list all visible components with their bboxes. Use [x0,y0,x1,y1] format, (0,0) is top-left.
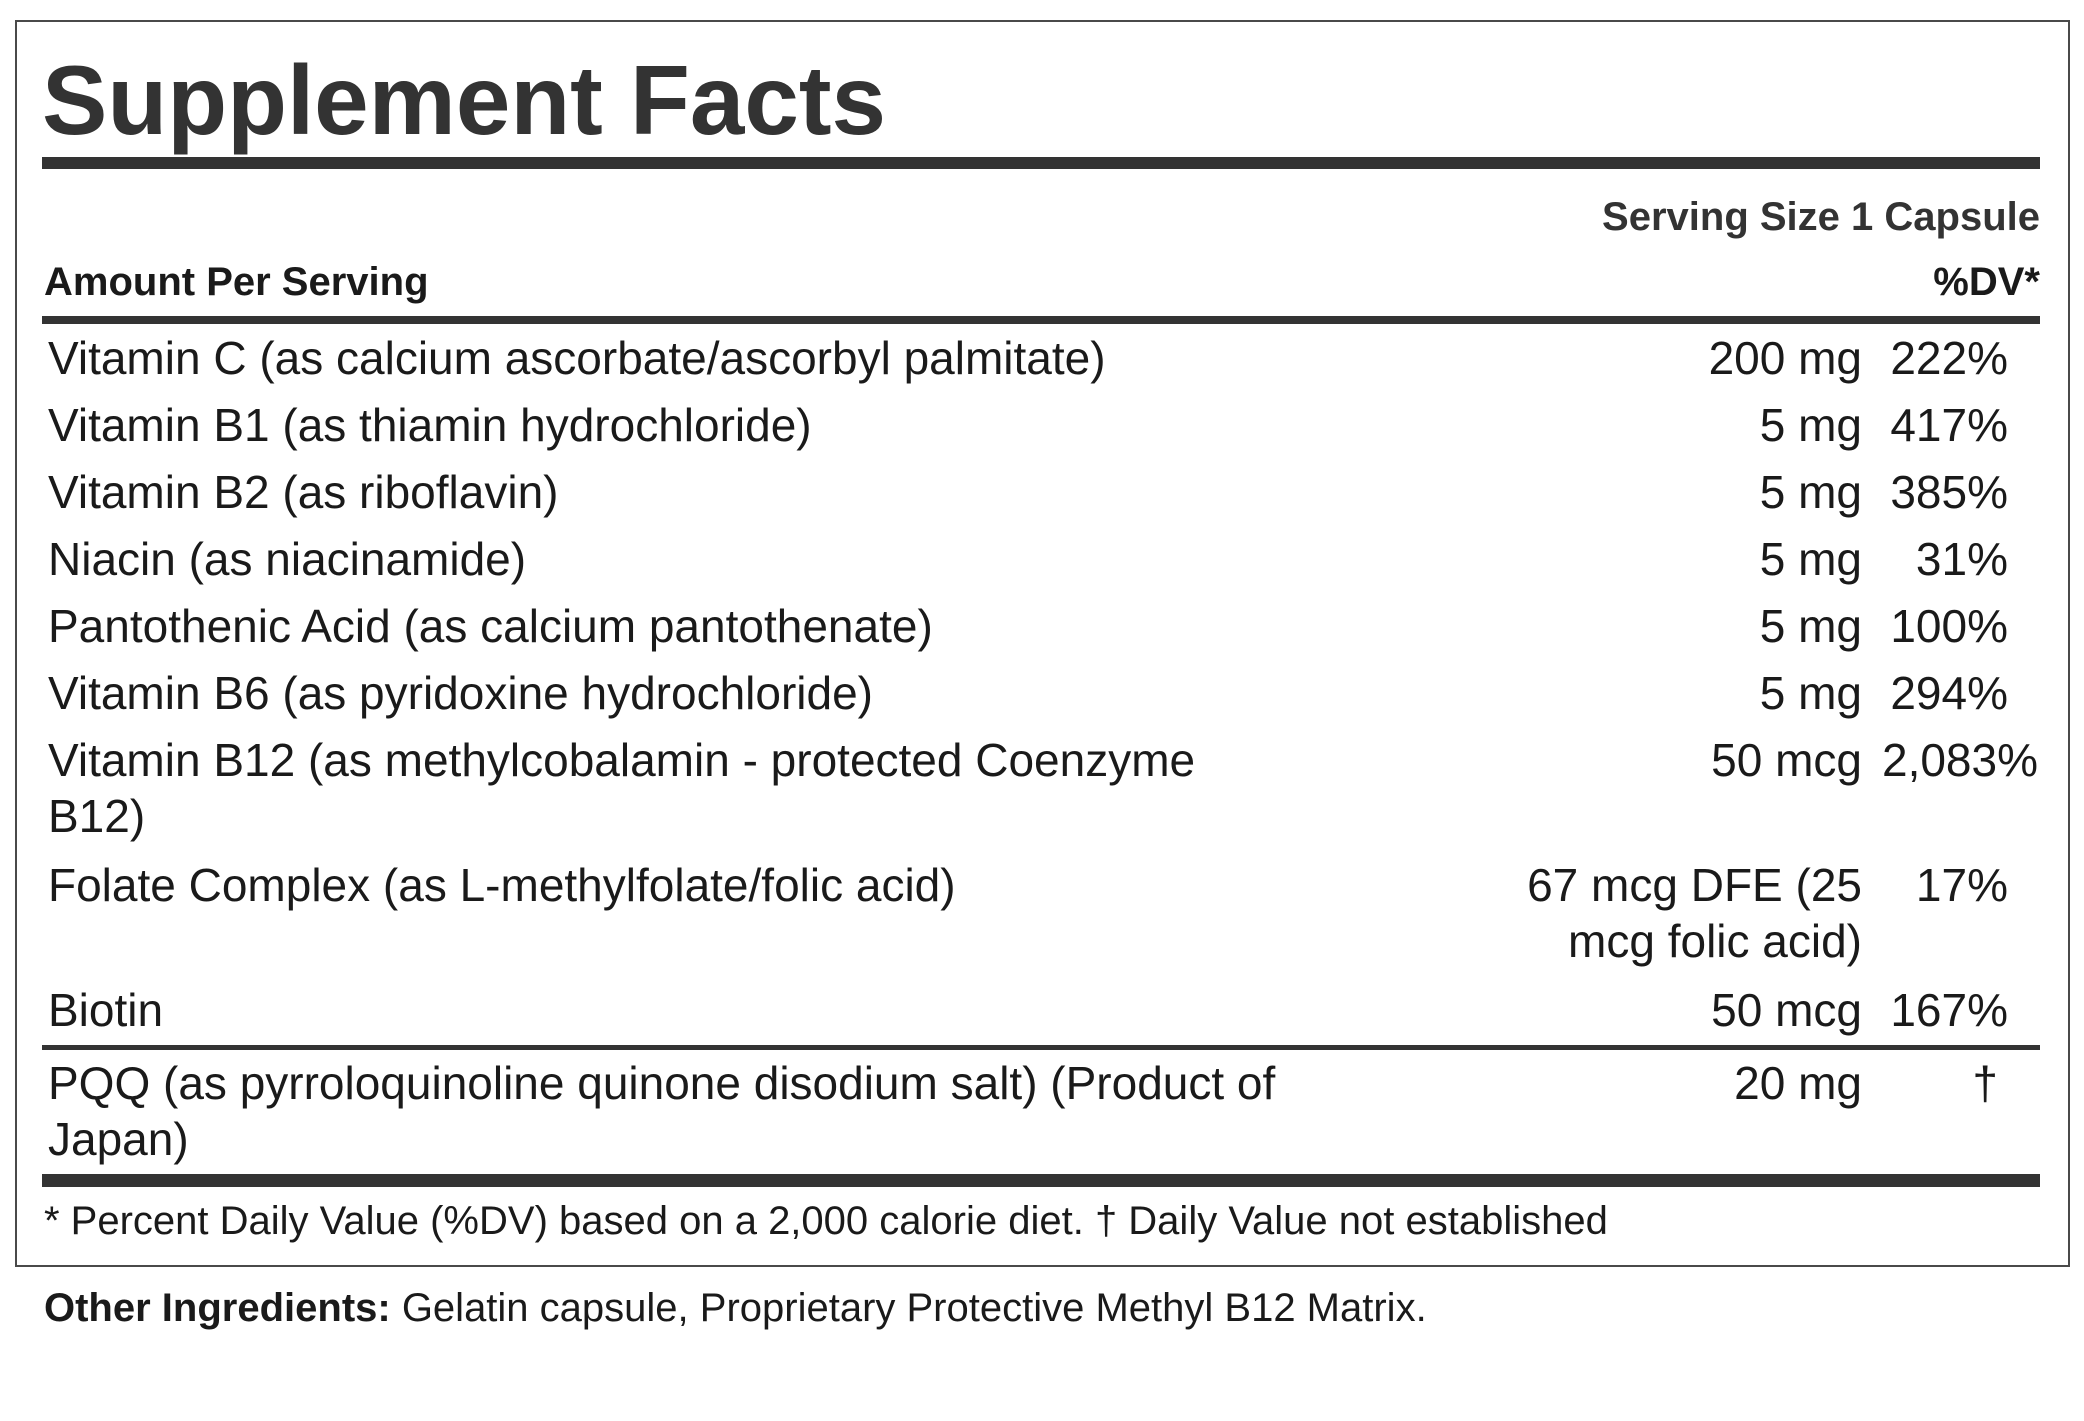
nutrient-name-line2: Japan) [48,1113,189,1165]
bottom-divider [42,1174,2040,1187]
nutrient-amount: 5 mg [1759,466,1862,518]
nutrient-dv: 167% [1890,984,2008,1036]
nutrient-dv: 31% [1915,533,2008,585]
nutrient-name: Pantothenic Acid (as calcium pantothenate) [48,600,933,652]
amount-per-serving-header: Amount Per Serving [44,260,429,304]
nutrient-amount: 50 mcg [1711,734,1862,786]
nutrient-name: Vitamin B1 (as thiamin hydrochloride) [48,399,812,451]
nutrient-dv: † [1972,1057,1998,1109]
dv-column-header: %DV* [1933,260,2040,304]
top-divider [42,157,2040,169]
nutrient-name: Niacin (as niacinamide) [48,533,527,585]
other-ingredients-text: Gelatin capsule, Proprietary Protective Methyl B12 Matrix. [390,1286,1427,1330]
other-ingredients-label: Other Ingredients: [44,1286,391,1330]
nutrient-amount: 5 mg [1759,399,1862,451]
nutrient-name-line1: Vitamin B12 (as methylcobalamin - protected Coenzyme [48,734,1196,786]
nutrient-dv: 100% [1890,600,2008,652]
nutrient-dv: 385% [1890,466,2008,518]
nutrient-amount: 50 mcg [1711,984,1862,1036]
nutrient-amount: 20 mg [1734,1057,1862,1109]
serving-size: Serving Size 1 Capsule [1602,195,2040,239]
nutrient-name: Folate Complex (as L-methylfolate/folic acid) [48,859,956,911]
nutrient-amount: 200 mg [1708,332,1862,384]
nutrient-name: Vitamin B6 (as pyridoxine hydrochloride) [48,667,873,719]
nutrient-amount: 5 mg [1759,533,1862,585]
nutrient-amount-line2: mcg folic acid) [1568,915,1862,967]
nutrient-amount-line1: 67 mcg DFE (25 [1527,859,1862,911]
nutrient-dv: 2,083% [1881,734,2038,786]
nutrient-name: Biotin [48,984,164,1036]
biotin-divider [42,1045,2040,1050]
nutrient-name-line2: B12) [48,790,146,842]
nutrient-dv: 294% [1890,667,2008,719]
nutrient-name: Vitamin C (as calcium ascorbate/ascorbyl palmitate) [48,332,1106,384]
header-divider [42,316,2040,324]
nutrient-name: Vitamin B2 (as riboflavin) [48,466,559,518]
nutrient-name-line1: PQQ (as pyrroloquinoline quinone disodium salt) (Product of [48,1057,1276,1109]
nutrient-dv: 17% [1915,859,2008,911]
nutrient-dv: 222% [1890,332,2008,384]
nutrient-amount: 5 mg [1759,667,1862,719]
nutrient-dv: 417% [1890,399,2008,451]
nutrient-amount: 5 mg [1759,600,1862,652]
nutrient-amount [1527,857,1862,969]
nutrient-name [48,732,1408,844]
page-title: Supplement Facts [42,45,887,155]
dv-footnote: * Percent Daily Value (%DV) based on a 2,000 calorie diet. † Daily Value not established [44,1199,1608,1243]
other-ingredients [44,1280,1427,1336]
nutrient-name [48,1055,1408,1167]
